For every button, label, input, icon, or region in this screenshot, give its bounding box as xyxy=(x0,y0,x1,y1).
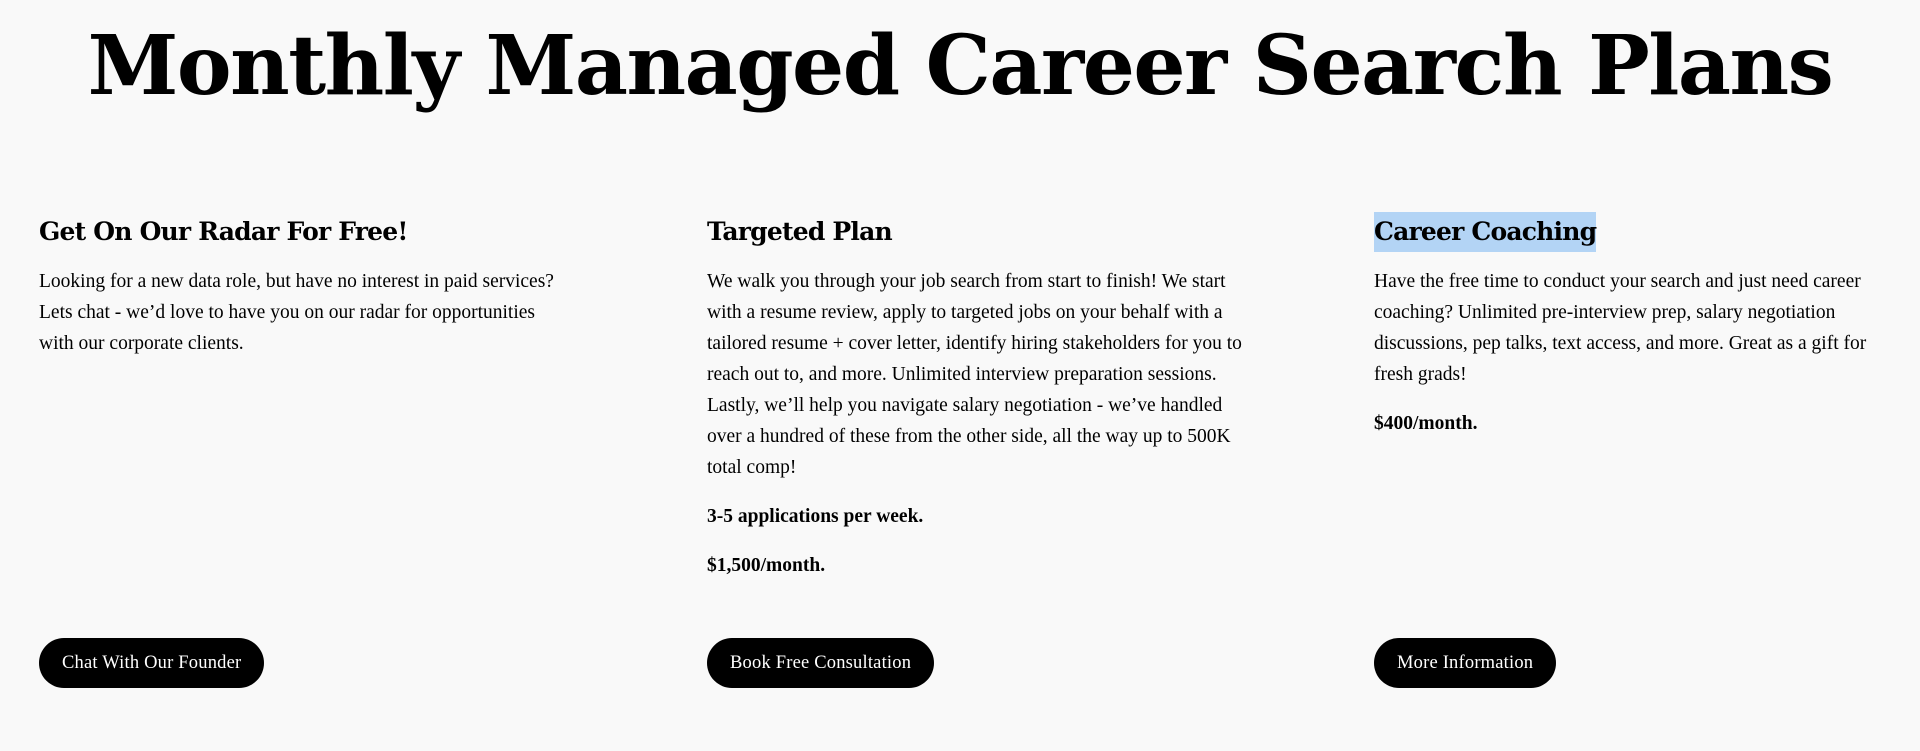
plan-price: $400/month. xyxy=(1374,413,1478,434)
chat-with-founder-button[interactable]: Chat With Our Founder xyxy=(39,638,264,688)
plan-title: Career Coaching xyxy=(1374,212,1596,252)
plan-card-free xyxy=(39,212,559,692)
plan-price: $1,500/month. xyxy=(707,555,826,576)
plan-title: Targeted Plan xyxy=(707,217,892,246)
plan-volume: 3-5 applications per week. xyxy=(707,506,924,527)
plan-card-targeted xyxy=(707,212,1247,692)
plan-description: We walk you through your job search from start to finish! We start with a resume review, apply to targeted jobs on your behalf with a tailored resume + cover letter, identify hiring stakeholders for you to reach out to, and more. Unlimited interview preparation sessions. Lastly, we’ll help you navigate salary negotiation - we’ve handled over a hundred of these from the other side, all the way up to 500K total comp! xyxy=(707,271,1242,478)
book-consultation-button[interactable]: Book Free Consultation xyxy=(707,638,934,688)
plan-description: Looking for a new data role, but have no interest in paid services? Lets chat - we’d love to have you on our radar for opportunities with our corporate clients. xyxy=(39,271,554,354)
plan-description: Have the free time to conduct your search and just need career coaching? Unlimited pre-interview prep, salary negotiation discussions, pep talks, text access, and more. Great as a gift for fresh grads! xyxy=(1374,271,1867,385)
plan-title: Get On Our Radar For Free! xyxy=(39,217,408,246)
plan-card-coaching xyxy=(1374,212,1894,692)
more-information-button[interactable]: More Information xyxy=(1374,638,1556,688)
page-title: Monthly Managed Career Search Plans xyxy=(87,18,1833,114)
